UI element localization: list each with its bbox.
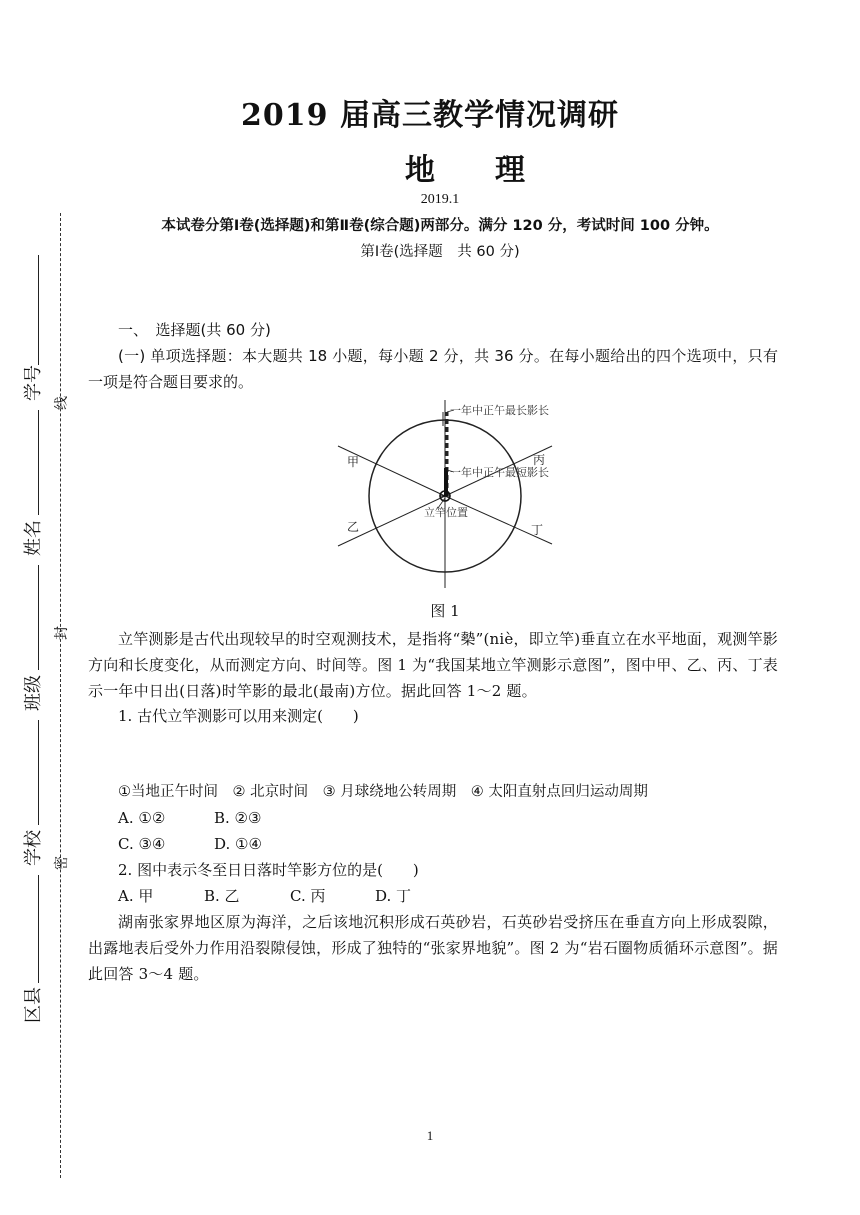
label-longest-shadow: 一年中正午最长影长 — [450, 404, 549, 417]
student-id-blank[interactable] — [38, 255, 39, 365]
exam-intro: 本试卷分第Ⅰ卷(选择题)和第Ⅱ卷(综合题)两部分。满分 120 分，考试时间 100 分钟。 — [161, 218, 719, 234]
question-1-stem: 1. 古代立竿测影可以用来测定( ) — [118, 707, 359, 725]
q1-option-c[interactable]: C. ③④ — [118, 835, 166, 853]
school-label: 学校 — [23, 830, 44, 866]
seal-mark-line: 线 — [54, 396, 70, 410]
page-number: 1 — [426, 1128, 434, 1143]
label-pole-position: 立竿位置 — [424, 506, 468, 519]
figure-1-diagram — [330, 398, 570, 593]
class-label: 班级 — [23, 675, 44, 711]
passage-2: 湖南张家界地区原为海洋，之后该地沉积形成石英砂岩，石英砂岩受挤压在垂直方向上形成裂隙，出露地表后受外力作用沿裂隙侵蚀，形成了独特的“张家界地貌”。图 2 为“岩石圈物质循环示意图”。据此回答 3～4 题。 — [88, 913, 778, 983]
label-bing: 丙 — [533, 453, 546, 467]
subject-title: 地 理 — [405, 153, 525, 188]
district-label: 区县 — [23, 987, 44, 1023]
name-label: 姓名 — [23, 520, 44, 556]
exam-date: 2019.1 — [420, 192, 460, 207]
part1-heading: 第Ⅰ卷(选择题 共 60 分) — [360, 244, 520, 260]
question-2-stem: 2. 图中表示冬至日日落时竿影方位的是( ) — [118, 861, 419, 879]
district-blank[interactable] — [38, 875, 39, 983]
passage-1: 立竿测影是古代出现较早的时空观测技术，是指将“槷”(niè，即立竿)垂直立在水平地面，观测竿影方向和长度变化，从而测定方向、时间等。图 1 为“我国某地立竿测影示意图”，图中甲、乙、丙、丁表示一年中日出(日落)时竿影的最北(最南)方位。据此回答 1～2 题。 — [88, 630, 778, 700]
label-jia: 甲 — [347, 455, 360, 469]
q2-option-d[interactable]: D. 丁 — [375, 887, 412, 905]
question-1-items: ①当地正午时间 ② 北京时间 ③ 月球绕地公转周期 ④ 太阳直射点回归运动周期 — [118, 784, 648, 800]
student-id-label: 学号 — [23, 365, 44, 401]
school-blank[interactable] — [38, 720, 39, 825]
q1-option-b[interactable]: B. ②③ — [214, 809, 262, 827]
label-shortest-shadow: 一年中正午最短影长 — [450, 466, 549, 479]
section-heading: 一、 选择题(共 60 分) — [118, 321, 271, 339]
figure-1-caption: 图 1 — [430, 602, 460, 620]
q2-option-b[interactable]: B. 乙 — [204, 887, 240, 905]
q1-option-a[interactable]: A. ①② — [118, 809, 166, 827]
exam-title: 2019 届高三教学情况调研 — [241, 98, 619, 133]
q2-option-c[interactable]: C. 丙 — [290, 887, 326, 905]
q1-option-d[interactable]: D. ①④ — [214, 835, 262, 853]
line-jia — [338, 446, 445, 496]
label-yi: 乙 — [347, 520, 360, 534]
q2-option-a[interactable]: A. 甲 — [118, 887, 154, 905]
seal-mark-secret: 密 — [54, 856, 70, 870]
seal-mark-seal: 封 — [54, 626, 70, 640]
label-ding: 丁 — [531, 523, 544, 537]
section-instructions: (一) 单项选择题：本大题共 18 小题，每小题 2 分，共 36 分。在每小题给出的四个选项中，只有一项是符合题目要求的。 — [88, 347, 778, 391]
name-blank[interactable] — [38, 410, 39, 515]
binding-dotted-line — [60, 213, 61, 1178]
